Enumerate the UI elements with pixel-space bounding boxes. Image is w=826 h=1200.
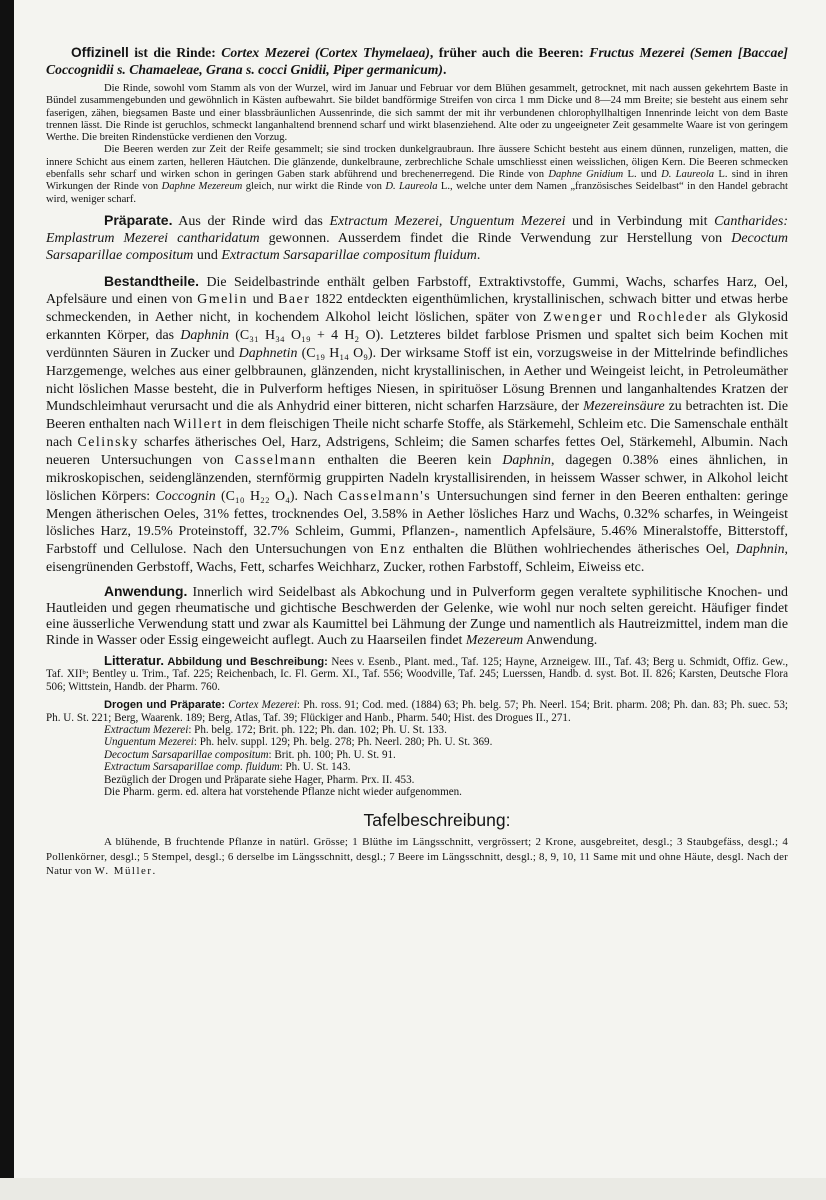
drogen-line: Extractum Sarsaparillae comp. fluidum: Ph. U. St. 143. xyxy=(104,761,351,774)
praeparate-paragraph: Präparate. Aus der Rinde wird das Extractum Mezerei, Unguentum Mezerei und in Verbindung mit Cantharides: Emplastrum Mezerei cantharidatum gewonnen. Ausserdem findet die Rinde Verwendung zur Herstellung von Decoctum Sarsaparillae compositum und Extractum Sarsaparillae compositum fluidum. xyxy=(46,211,788,264)
litteratur-paragraph: Litteratur. Abbildung und Beschreibung: Nees v. Esenb., Plant. med., Taf. 125; Hayne, Arzneigew. III., Taf. 43; Berg u. Schmidt, Offiz. Gew., Taf. XIIᵇ; Bentley u. Trim., Taf. 225; Reichenbach, Ic. Fl. Germ. XI., Taf. 556; Woodville, Taf. 245; Luerssen, Handb. d. syst. Bot. II. 826; Karsten, Deutsche Flora 506; Wittstein, Handb. der Pharm. 760. xyxy=(46,652,788,693)
bestandtheile-paragraph: Bestandtheile. Die Seidelbastrinde enthält gelben Farbstoff, Extraktivstoffe, Gummi, Wachs, scharfes Harz, Oel, Apfelsäure und einen von Gmelin und Baer 1822 entdeckten eigenthümlichen, krystallinischen, schwach bitter und etwas herbe schmeckenden, in Aether nicht, in kochendem Alkohol leicht löslichen, später von Zwenger und Rochleder als Glykosid erkannten Körper, das Daphnin (C₃₁ H₃₄ O₁₉ + 4 H₂ O). Letzteres bildet farblose Prismen und spaltet sich beim Kochen mit verdünnten Säuren in Zucker und Daphnetin (C₁₉ H₁₄ O₉). Der wirksame Stoff ist ein, vorzugsweise in der Mittelrinde befindliches Harzgemenge, welches aus einer gelbbraunen, glänzenden, nicht krystallinischen, in Aether und Weingeist leicht, in Petroleumäther nicht löslichen Masse besteht, die in Pulverform heftiges Niesen, in spirituöser Lösung Brennen und langanhaltendes Kratzen der Mundschleimhaut verursacht und die als Anhydrid einer bitteren, nicht scharfen Harzsäure, der Mezereinsäure zu betrachten ist. Die Beeren enthalten nach Willert in dem fleischigen Theile nicht scharfe Stoffe, als Stärkemehl, Schleim etc. Die Samenschale enthält nach Celinsky scharfes ätherisches Oel, Harz, Adstrigens, Schleim; die Samen scharfes fettes Oel, Stärkemehl, Albumin. Nach neueren Untersuchungen von Casselmann enthalten die Beeren kein Daphnin, dagegen 0.38% eines ähnlichen, in mikroskopischen, seidenglänzenden, sternförmig gruppirten Nadeln krystallisirenden, in heissem Wasser schwer, in Alkohol leicht löslichen Körpers: Coccognin (C₁₀ H₂₂ O₄). Nach Casselmann's Untersuchungen sind ferner in den Beeren enthalten: geringe Mengen ätherischen Oeles, 31% fettes, trocknendes Oel, 3.58% in Aether lösliches Harz und Wachs, 0.32% scharfes, in Weingeist lösliches Harz, 19.5% Proteinstoff, 32.7% Schleim, Gummi, Pflanzen-, namentlich Apfelsäure, 5.46% Mineralstoffe, Bitterstoff, Farbstoff und Cellulose. Nach den Untersuchungen von Enz enthalten die Blüthen wohlriechendes ätherisches Oel, Daphnin, eisengrünenden Gerbstoff, Wachs, Fett, scharfes Weichharz, Zucker, rothen Farbstoff, Schleim, Eiweiss etc. xyxy=(46,272,789,576)
document-body xyxy=(46,44,788,878)
tafel-description: A blühende, B fruchtende Pflanze in natürl. Grösse; 1 Blüthe im Längsschnitt, vergrössert; 2 Krone, ausgebreitet, desgl.; 3 Staubgefäss, desgl.; 4 Pollenkörner, desgl.; 5 Stempel, desgl.; 6 derselbe im Längsschnitt, desgl.; 7 Beere im Längsschnitt, desgl.; 8, 9, 10, 11 Same mit und ohne Häute, desgl. Nach der Natur von W. Müller. xyxy=(46,836,788,877)
anwendung-heading: Anwendung. xyxy=(104,582,188,599)
rinde-description: Die Rinde, sowohl vom Stamm als von der Wurzel, wird im Januar und Februar vor dem Blühen gesammelt, getrocknet, mit nach aussen gekehrtem Baste in Bündel zusammengebunden und gewöhnlich in Kästen aufbewahrt. Sie bildet bandförmige Streifen von circa 1 mm Dicke und 8—24 mm Breite; sie besteht aus einem sehr faserigen, zähen, biegsamen Baste und einer blassbräunlichen Aussenrinde, die sich sammt der mit ihr verbundenen chlorophyllhaltigen Innenrinde leicht von dem Baste trennen lässt. Die Rinde ist geruchlos, schmeckt langanhaltend brennend scharf und wirkt blasenziehend. Alte oder zu ungeeigneter Zeit gesammelte Waare ist von geringem Werthe. Die breiten Rindenstücke verdienen den Vorzug. xyxy=(46,83,788,144)
drogen-line: Unguentum Mezerei: Ph. helv. suppl. 129; Ph. belg. 278; Ph. Neerl. 280; Ph. U. St. 369. xyxy=(104,736,493,749)
bestandtheile-heading: Bestandtheile. xyxy=(104,272,199,289)
offizinell-heading: Offizinell xyxy=(71,45,129,60)
praeparate-heading: Präparate. xyxy=(104,211,173,228)
drogen-line: Extractum Mezerei: Ph. belg. 172; Brit. ph. 122; Ph. dan. 102; Ph. U. St. 133. xyxy=(104,723,447,736)
drogen-heading: Drogen und Präparate: xyxy=(104,699,226,712)
bezueglich-line: Bezüglich der Drogen und Präparate siehe Hager, Pharm. Prx. II. 453. xyxy=(104,773,415,786)
anwendung-paragraph: Anwendung. Innerlich wird Seidelbast als Abkochung und in Pulverform gegen veraltete syphilitische Knochen- und Hautleiden und gegen rheumatische und gichtische Beschwerden der Gelenke, wie wohl nur noch selten gereicht. Häufiger findet eine äusserliche Verwendung statt und zwar als Kaumittel bei Lähmung der Zunge und namentlich als Hautreizmittel, indem man die Rinde in Wasser oder Essig eingeweicht auflegt. Auch zu Haarseilen findet Mezereum Anwendung. xyxy=(46,582,788,648)
tafel-title: Tafelbeschreibung: xyxy=(363,810,511,831)
drogen-line: Decoctum Sarsaparillae compositum: Brit. ph. 100; Ph. U. St. 91. xyxy=(104,748,396,761)
drogen-paragraph: Drogen und Präparate: Cortex Mezerei: Ph. ross. 91; Cod. med. (1884) 63; Ph. belg. 57; Ph. Neerl. 154; Brit. pharm. 208; Ph. dan. 83; Ph. suec. 53; Ph. U. St. 221; Berg, Waarenk. 189; Berg, Atlas, Taf. 39; Flückiger and Hanb., Pharm. 540; Hist. des Drogues II., 271. xyxy=(46,699,788,724)
scan-edge-left xyxy=(0,0,14,1200)
litteratur-subheading: Abbildung und Beschreibung: xyxy=(163,655,328,668)
litteratur-heading: Litteratur. xyxy=(104,652,164,668)
beeren-description: Die Beeren werden zur Zeit der Reife gesammelt; sie sind trocken dunkelgraubraun. Ihre äussere Schicht besteht aus einem dünnen, runzeligen, matten, die innere Schicht aus einem zarten, helleren Häutchen. Die glänzende, dunkelbraune, zerbrechliche Schale umschliesst einen weisslichen, öligen Kern. Die Beeren schmecken ebenfalls sehr scharf und wirken schon in geringen Gaben stark abführend und brechenerregend. Die Rinde von Daphne Gnidium L. und D. Laureola L. sind in ihren Wirkungen der Rinde von Daphne Mezereum gleich, nur wirkt die Rinde von D. Laureola L., welche unter dem Namen „französisches Seidelbast“ in den Handel gebracht wird, weniger scharf. xyxy=(46,144,788,205)
pharm-germ-line: Die Pharm. germ. ed. altera hat vorstehende Pflanze nicht wieder aufgenommen. xyxy=(104,785,462,798)
scan-edge-bottom xyxy=(0,1178,826,1200)
offizinell-paragraph: Offizinell ist die Rinde: Cortex Mezerei (Cortex Thymelaea), früher auch die Beeren: Fructus Mezerei (Semen [Baccae] Coccognidii s. Chamaeleae, Grana s. cocci Gnidii, Piper germanicum). xyxy=(46,45,788,77)
